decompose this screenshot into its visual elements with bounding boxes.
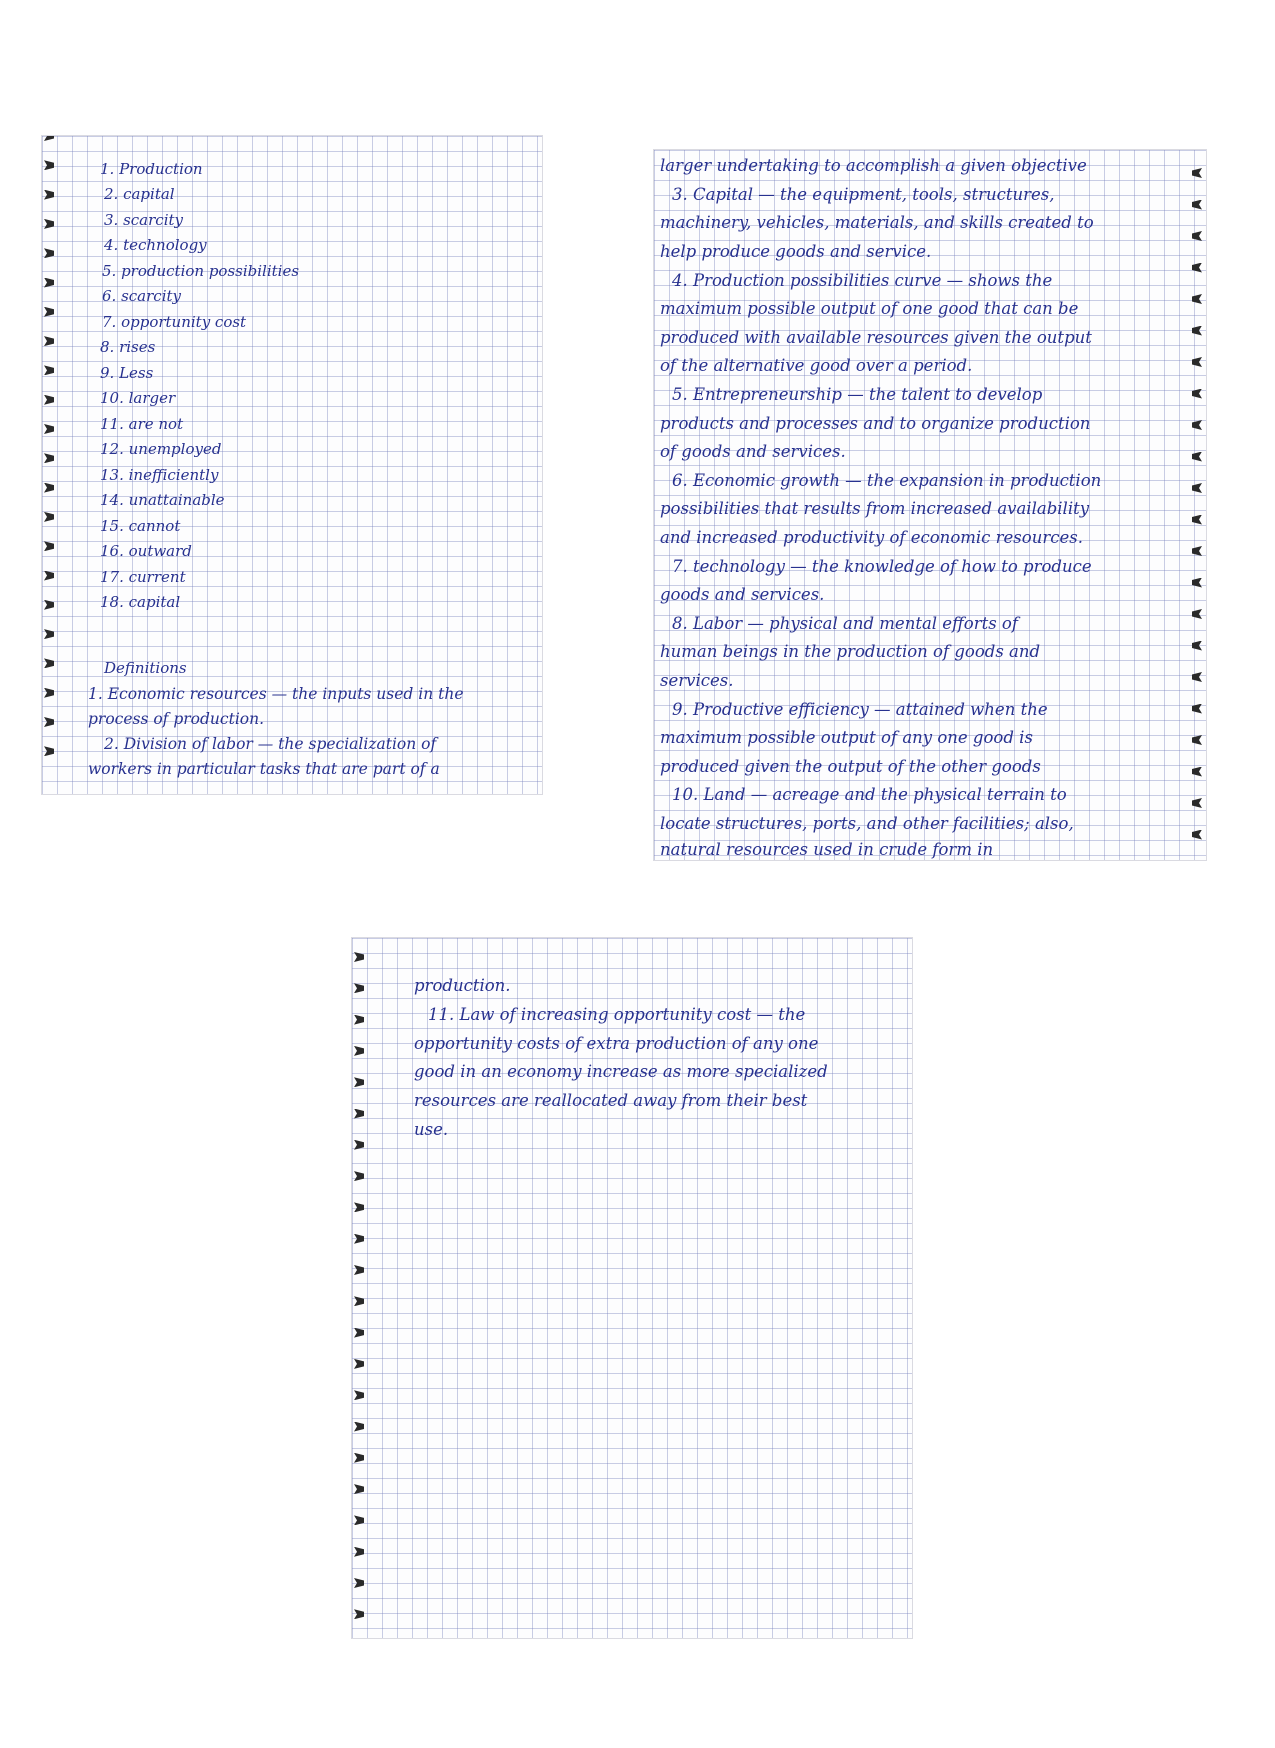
list-item: 5. production possibilities	[102, 262, 300, 280]
spiral-ring	[352, 1482, 366, 1496]
definition-line: opportunity costs of extra production of any one	[414, 1034, 819, 1053]
definition-line: produced given the output of the other goods	[660, 757, 1041, 776]
definitions-heading: Definitions	[104, 659, 187, 677]
spiral-ring	[42, 627, 56, 641]
definition-line: resources are reallocated away from their best	[414, 1091, 808, 1110]
spiral-ring	[42, 656, 56, 670]
list-item: 16. outward	[100, 542, 192, 560]
definition-line: 4. Production possibilities curve — shows the	[672, 271, 1053, 290]
spiral-ring	[42, 334, 56, 348]
definition-line: workers in particular tasks that are part of a	[88, 760, 440, 778]
list-item: 3. scarcity	[104, 211, 183, 229]
spiral-ring	[352, 1451, 366, 1465]
spiral-ring	[42, 451, 56, 465]
spiral-ring	[42, 276, 56, 290]
definition-line: 8. Labor — physical and mental efforts of	[672, 614, 1018, 633]
spiral-ring	[352, 1357, 366, 1371]
spiral-ring	[1190, 765, 1204, 779]
spiral-ring	[42, 715, 56, 729]
spiral-ring	[1190, 166, 1204, 180]
spiral-ring	[1190, 733, 1204, 747]
list-item: 13. inefficiently	[100, 466, 219, 484]
spiral-ring	[1190, 513, 1204, 527]
notebook-page-3	[352, 938, 912, 1638]
spiral-ring	[352, 1326, 366, 1340]
definition-line: and increased productivity of economic resources.	[660, 528, 1083, 547]
spiral-ring	[352, 1169, 366, 1183]
list-item: 15. cannot	[100, 517, 181, 535]
list-item: 1. Production	[100, 160, 203, 178]
list-item: 12. unemployed	[100, 440, 222, 458]
spiral-ring	[42, 393, 56, 407]
notebook-page-1	[42, 136, 542, 794]
definition-line: use.	[414, 1120, 449, 1139]
list-item: 11. are not	[100, 415, 184, 433]
spiral-ring	[1190, 702, 1204, 716]
spiral-ring	[1190, 481, 1204, 495]
definition-line: of goods and services.	[660, 442, 846, 461]
list-item: 8. rises	[100, 338, 156, 356]
spiral-ring	[352, 1107, 366, 1121]
notebook-page-2	[654, 150, 1206, 860]
spiral-ring	[42, 158, 56, 172]
spiral-ring	[352, 1607, 366, 1621]
spiral-ring	[1190, 576, 1204, 590]
definition-line: services.	[660, 671, 734, 690]
spiral-ring	[1190, 418, 1204, 432]
spiral-ring	[352, 1513, 366, 1527]
spiral-ring	[352, 950, 366, 964]
spiral-ring	[1190, 544, 1204, 558]
spiral-ring	[42, 539, 56, 553]
list-item: 18. capital	[100, 593, 181, 611]
definition-line: possibilities that results from increased availability	[660, 499, 1090, 518]
spiral-ring	[1190, 292, 1204, 306]
spiral-ring	[352, 1388, 366, 1402]
spiral-ring	[42, 686, 56, 700]
spiral-ring	[352, 1294, 366, 1308]
spiral-ring	[1190, 450, 1204, 464]
spiral-ring	[42, 510, 56, 524]
spiral-ring	[1190, 229, 1204, 243]
definition-line: 9. Productive efficiency — attained when the	[672, 700, 1048, 719]
list-item: 9. Less	[100, 364, 154, 382]
spiral-ring	[42, 481, 56, 495]
definition-line: products and processes and to organize production	[660, 414, 1091, 433]
list-item: 17. current	[100, 568, 186, 586]
definition-line: larger undertaking to accomplish a given objective	[660, 156, 1087, 175]
spiral-ring	[42, 188, 56, 202]
spiral-ring	[1190, 324, 1204, 338]
spiral-ring	[42, 217, 56, 231]
definition-line: 7. technology — the knowledge of how to produce	[672, 557, 1092, 576]
spiral-ring	[42, 598, 56, 612]
spiral-ring	[352, 1138, 366, 1152]
definition-line: maximum possible output of one good that can be	[660, 299, 1079, 318]
spiral-ring	[352, 1013, 366, 1027]
spiral-ring	[1190, 198, 1204, 212]
spiral-ring	[352, 1200, 366, 1214]
spiral-ring	[352, 1075, 366, 1089]
definition-line: help produce goods and service.	[660, 242, 932, 261]
spiral-ring	[42, 246, 56, 260]
spiral-ring	[1190, 828, 1204, 842]
definition-line: machinery, vehicles, materials, and skills created to	[660, 213, 1094, 232]
list-item: 7. opportunity cost	[102, 313, 247, 331]
spiral-ring	[352, 1044, 366, 1058]
spiral-ring	[1190, 796, 1204, 810]
definition-line: natural resources used in crude form in	[660, 840, 994, 859]
definition-line: 2. Division of labor — the specialization of	[104, 735, 437, 753]
list-item: 14. unattainable	[100, 491, 225, 509]
definition-line: 11. Law of increasing opportunity cost — the	[428, 1005, 806, 1024]
spiral-ring	[1190, 387, 1204, 401]
definition-line: production.	[414, 976, 511, 995]
definition-line: 3. Capital — the equipment, tools, structures,	[672, 185, 1055, 204]
definition-line: 5. Entrepreneurship — the talent to develop	[672, 385, 1043, 404]
definition-line: of the alternative good over a period.	[660, 356, 973, 375]
spiral-ring	[1190, 261, 1204, 275]
spiral-ring	[352, 1576, 366, 1590]
list-item: 2. capital	[104, 185, 175, 203]
definition-line: goods and services.	[660, 585, 825, 604]
spiral-ring	[42, 744, 56, 758]
definition-line: process of production.	[88, 710, 265, 728]
list-item: 4. technology	[104, 236, 207, 254]
spiral-ring	[352, 981, 366, 995]
spiral-ring	[352, 1263, 366, 1277]
spiral-ring	[352, 1545, 366, 1559]
spiral-ring	[1190, 607, 1204, 621]
definition-line: good in an economy increase as more specialized	[414, 1062, 828, 1081]
spiral-ring	[1190, 639, 1204, 653]
definition-line: 6. Economic growth — the expansion in production	[672, 471, 1102, 490]
list-item: 6. scarcity	[102, 287, 181, 305]
definition-line: produced with available resources given the output	[660, 328, 1092, 347]
definition-line: human beings in the production of goods and	[660, 642, 1041, 661]
list-item: 10. larger	[100, 389, 176, 407]
spiral-ring	[42, 363, 56, 377]
spiral-ring	[1190, 355, 1204, 369]
spiral-ring	[42, 305, 56, 319]
definition-line: 1. Economic resources — the inputs used in the	[88, 685, 464, 703]
spiral-ring	[42, 422, 56, 436]
spiral-ring	[352, 1232, 366, 1246]
spiral-ring	[352, 1420, 366, 1434]
spiral-ring	[1190, 670, 1204, 684]
definition-line: maximum possible output of any one good is	[660, 728, 1033, 747]
definition-line: locate structures, ports, and other facilities; also,	[660, 814, 1074, 833]
spiral-ring	[42, 136, 56, 143]
spiral-ring	[42, 569, 56, 583]
definition-line: 10. Land — acreage and the physical terrain to	[672, 785, 1067, 804]
